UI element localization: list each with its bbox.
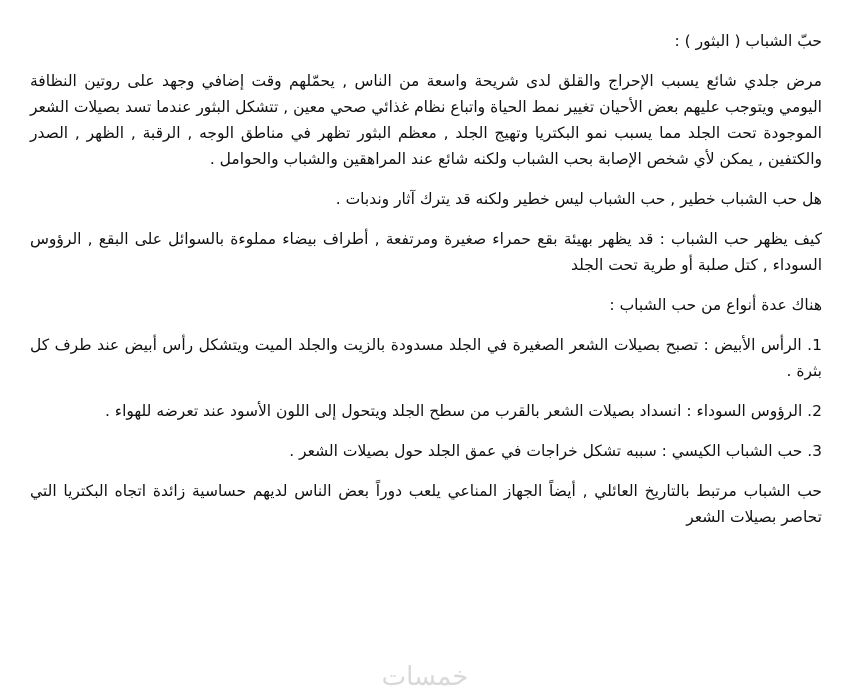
- appearance-paragraph: كيف يظهر حب الشباب : قد يظهر بهيئة بقع حمراء صغيرة ومرتفعة , أطراف بيضاء مملوءة بالسوائل على البقع , الرؤوس السوداء , كتل صلبة أو طرية تحت الجلد: [30, 230, 822, 274]
- document-body: [30, 28, 822, 544]
- type-item-whitehead: 1. الرأس الأبيض : تصبح بصيلات الشعر الصغيرة في الجلد مسدودة بالزيت والجلد الميت ويتشكل رأس أبيض عند طرف كل بثرة .: [30, 336, 822, 380]
- document-title: حبّ الشباب ( البثور ) :: [674, 32, 822, 50]
- conclusion-paragraph: حب الشباب مرتبط بالتاريخ العائلي , أيضاً الجهاز المناعي يلعب دوراً بعض الناس لديهم حساسية زائدة اتجاه البكتريا التي تحاصر بصيلات الشعر: [30, 482, 822, 526]
- intro-paragraph: مرض جلدي شائع يسبب الإحراج والقلق لدى شريحة واسعة من الناس , يحمّلهم وقت إضافي وجهد على روتين النظافة اليومي ويتوجب عليهم بعض الأحيان تغيير نمط الحياة واتباع نظام غذائي صحي معين , تتشكل البثور عندما تسد بصيلات الشعر الموجودة تحت الجلد مما يسبب نمو البكتريا وتهيج الجلد , معظم البثور تظهر في مناطق الوجه , الرقبة , الظهر , الصدر والكتفين , يمكن لأي شخص الإصابة بحب الشباب ولكنه شائع عند المراهقين والشباب والحوامل .: [30, 72, 822, 168]
- danger-paragraph: هل حب الشباب خطير , حب الشباب ليس خطير ولكنه قد يترك آثار وندبات .: [335, 190, 822, 208]
- type-item-blackhead: 2. الرؤوس السوداء : انسداد بصيلات الشعر بالقرب من سطح الجلد ويتحول إلى اللون الأسود عند تعرضه للهواء .: [104, 402, 822, 420]
- types-heading: هناك عدة أنواع من حب الشباب :: [609, 296, 822, 314]
- watermark-logo: خمسات: [381, 662, 469, 692]
- type-item-cystic: 3. حب الشباب الكيسي : سببه تشكل خراجات في عمق الجلد حول بصيلات الشعر .: [289, 442, 822, 460]
